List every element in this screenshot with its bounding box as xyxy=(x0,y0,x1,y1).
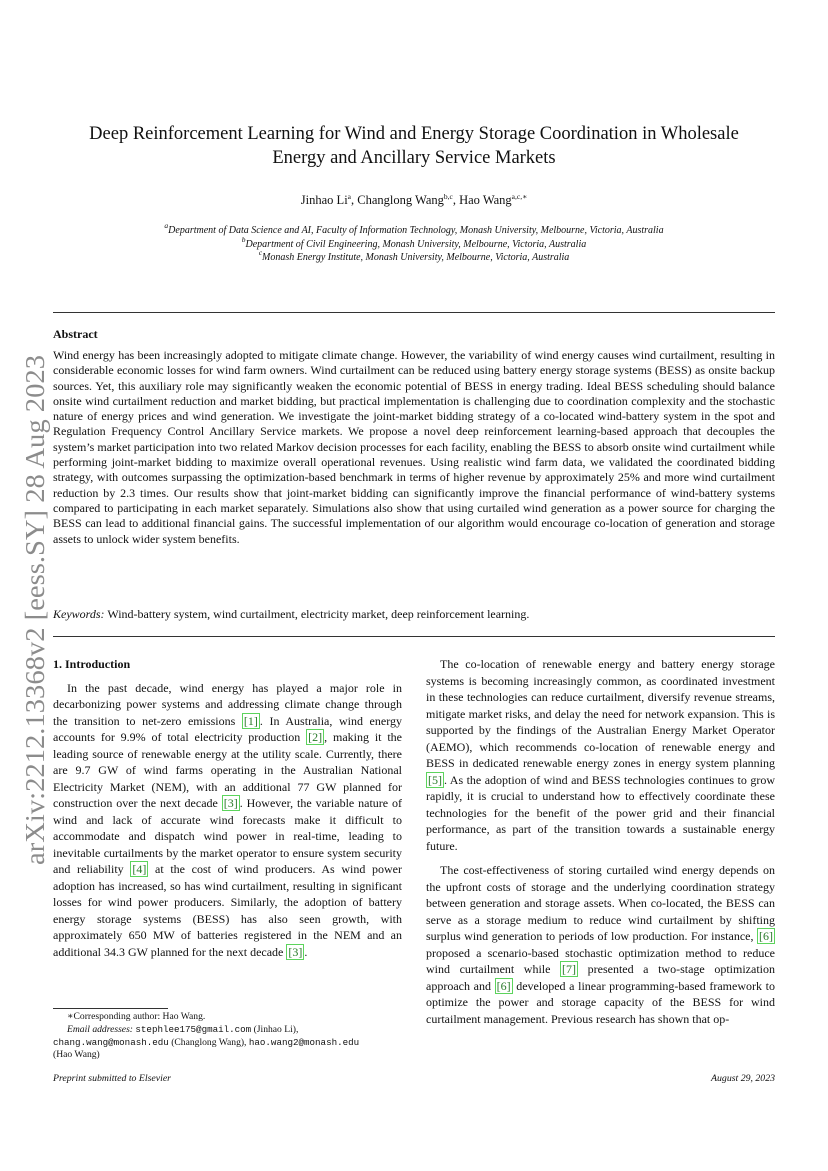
footer-preprint: Preprint submitted to Elsevier xyxy=(53,1073,171,1084)
keywords-text: Wind-battery system, wind curtailment, electricity market, deep reinforcement learning. xyxy=(107,607,530,621)
paper-title xyxy=(53,122,775,170)
email-note xyxy=(53,1024,402,1037)
footnote-rule xyxy=(53,1008,168,1009)
affiliation xyxy=(53,234,775,252)
intro-paragraph-1: In the past decade, wind energy has played a major role in decarbonizing power systems and addressing climate change through the transition to net-zero emissions [1] . In Australia, wind energy accounts for 9.9% of total electricity production [2] , making it the leading source of renewable energy at the utility scale. Currently, there are 9.7 GW of wind farms operating in the Australian National Electricity Market (NEM), with an additional 77 GW planned for construction over the next decade [3] . However, the variable nature of wind and lack of accurate wind forecasts make it difficult to accommodate and dispatch wind power in real-time, leading to inevitable curtailments by the market operator to ensure system security and reliability [4] at the cost of wind producers. As wind power adoption has increased, so has wind curtailment, resulting in significant losses for wind power producers. Similarly, the adoption of battery energy storage systems (BESS) has also seen growth, with approximately 650 MW of batteries registered in the NEM and an additional 34.3 GW planned for the next decade [3] . xyxy=(53,680,403,959)
abstract-text: Wind energy has been increasingly adopted to mitigate climate change. However, the variability of wind energy causes wind curtailment, resulting in considerable economic losses for wind farm owners. Wind curtailment can be reduced using battery energy storage systems (BESS) as onsite backup sources. Yet, this auxiliary role may significantly weaken the economic potential of BESS in energy trading. Ideal BESS scheduling should balance onsite wind curtailment reduction and market bidding, but practical implementation is challenging due to coordination complexity and the stochastic nature of energy prices and wind generation. We investigate the joint-market bidding strategy of a co-located wind-battery system in the spot and Regulation Frequency Control Ancillary Service markets. We propose a novel deep reinforcement learning-based approach that decouples the system’s market participation into two related Markov decision processes for each facility, enabling the BESS to absorb onsite wind curtailment while performing joint-market bidding to maximize overall operational revenues. Using realistic wind farm data, we validated the coordinated bidding strategy, with outcomes surpassing the optimization-based benchmark in terms of higher revenue by approximately 25% and more wind curtailment reduction by 2.3 times. Our results show that joint-market bidding can significantly improve the financial performance of wind-battery systems compared to participating in each market separately. Simulations also show that using curtailed wind generation as a power source for charging the BESS can lead to additional financial gains. The successful implementation of our algorithm would encourage co-location of generation and storage assets to unlock wider system benefits. xyxy=(53,348,775,546)
affiliation-mark: a xyxy=(164,221,169,230)
keywords-label: Keywords: xyxy=(53,607,105,621)
author-name: Jinhao Li xyxy=(300,193,348,207)
affiliation xyxy=(53,248,775,265)
email-label: Email addresses: xyxy=(67,1023,133,1035)
author-affil-mark: a,c,∗ xyxy=(511,192,528,201)
citation-link[interactable]: [1] xyxy=(243,713,258,728)
title-line-2: Energy and Ancillary Service Markets xyxy=(272,148,556,168)
author-name: Changlong Wang xyxy=(357,193,444,207)
affiliations xyxy=(53,221,775,265)
citation-link[interactable]: [7] xyxy=(562,962,577,976)
left-column xyxy=(53,656,402,960)
intro-paragraph-3: The cost-effectiveness of storing curtailed wind energy depends on the upfront costs of storage and the underlying coordination strategy between generation and storage assets. When co-located, the BESS can serve as a storage medium to reduce wind curtailment by shifting surplus wind generation to periods of low production. For instance, [6] proposed a scenario-based stochastic optimization method to reduce wind curtailment while [7] presented a two-stage optimization approach and [6] developed a linear programming-based framework to optimize the power and storage capacity of the BESS for wind curtailment management. Previous research has shown that op- xyxy=(426,863,775,1026)
footer-date: August 29, 2023 xyxy=(711,1073,775,1084)
affiliation-text: Monash Energy Institute, Monash University, Melbourne, Victoria, Australia xyxy=(262,252,570,263)
email-link[interactable]: chang.wang@monash.edu xyxy=(53,1036,169,1048)
intro-paragraph-2: The co-location of renewable energy and battery energy storage systems is becoming increasingly common, as coordinated investment in these technologies can reduce curtailment, diversify revenue streams, mitigate market risks, and delay the need for network expansion. This is supported by the findings of the Australian Energy Market Operator (AEMO), which recommends co-location of renewable energy and BESS in dedicated renewable energy zones in energy system planning [5] . As the adoption of wind and BESS technologies continues to grow rapidly, it is crucial to understand how to effectively coordinate these technologies for the benefit of the power grid and their financial performance, as part of the transition towards a sustainable energy future. xyxy=(426,657,775,853)
affiliation-text: Department of Data Science and AI, Faculty of Information Technology, Monash University, Melbourne, Victoria, Australia xyxy=(168,225,664,236)
email-note-cont xyxy=(53,1037,402,1050)
section-heading: 1. Introduction xyxy=(53,657,131,671)
email-owner: (Hao Wang) xyxy=(53,1049,100,1061)
abstract-heading: Abstract xyxy=(53,327,98,341)
bottom-divider xyxy=(53,636,775,637)
email-owner: (Changlong Wang), xyxy=(171,1036,247,1048)
arxiv-watermark xyxy=(14,350,58,870)
author-affil-mark: a xyxy=(347,192,352,201)
keywords-line xyxy=(53,607,775,622)
title-line-1: Deep Reinforcement Learning for Wind and Energy Storage Coordination in Wholesale xyxy=(89,124,739,144)
top-divider xyxy=(53,312,775,313)
citation-link[interactable]: [2] xyxy=(308,730,323,744)
email-link[interactable]: hao.wang2@monash.edu xyxy=(248,1036,360,1048)
citation-link[interactable]: [4] xyxy=(132,862,147,876)
author-name: Hao Wang xyxy=(459,193,512,207)
citation-link[interactable]: [3] xyxy=(288,944,303,959)
abstract-body xyxy=(53,348,775,547)
email-link[interactable]: stephlee175@gmail.com xyxy=(135,1023,252,1035)
author-list: Jinhao Li$^a$, Changlong Wang$^{b,c}$, Hao Wang$^{a,c,∗}$ xyxy=(300,192,528,207)
affiliation-mark: c xyxy=(258,248,263,257)
author-affil-mark: b,c xyxy=(443,192,453,201)
corresponding-author-note: ∗Corresponding author: Hao Wang. xyxy=(67,1011,206,1022)
citation-link[interactable]: [5] xyxy=(428,772,442,787)
affiliation-mark: b xyxy=(241,234,246,244)
affiliation xyxy=(53,221,775,238)
email-owner: (Jinhao Li), xyxy=(253,1023,299,1035)
citation-link[interactable]: [6] xyxy=(759,929,773,943)
affiliation-text: Department of Civil Engineering, Monash University, Melbourne, Victoria, Australia xyxy=(245,238,587,250)
citation-link[interactable]: [3] xyxy=(223,796,238,810)
footnotes xyxy=(53,1011,402,1062)
right-column xyxy=(426,656,775,1027)
citation-link[interactable]: [6] xyxy=(496,978,511,993)
arxiv-id: arXiv:2212.13368v2 [eess.SY] 28 Aug 2023 xyxy=(20,383,50,865)
